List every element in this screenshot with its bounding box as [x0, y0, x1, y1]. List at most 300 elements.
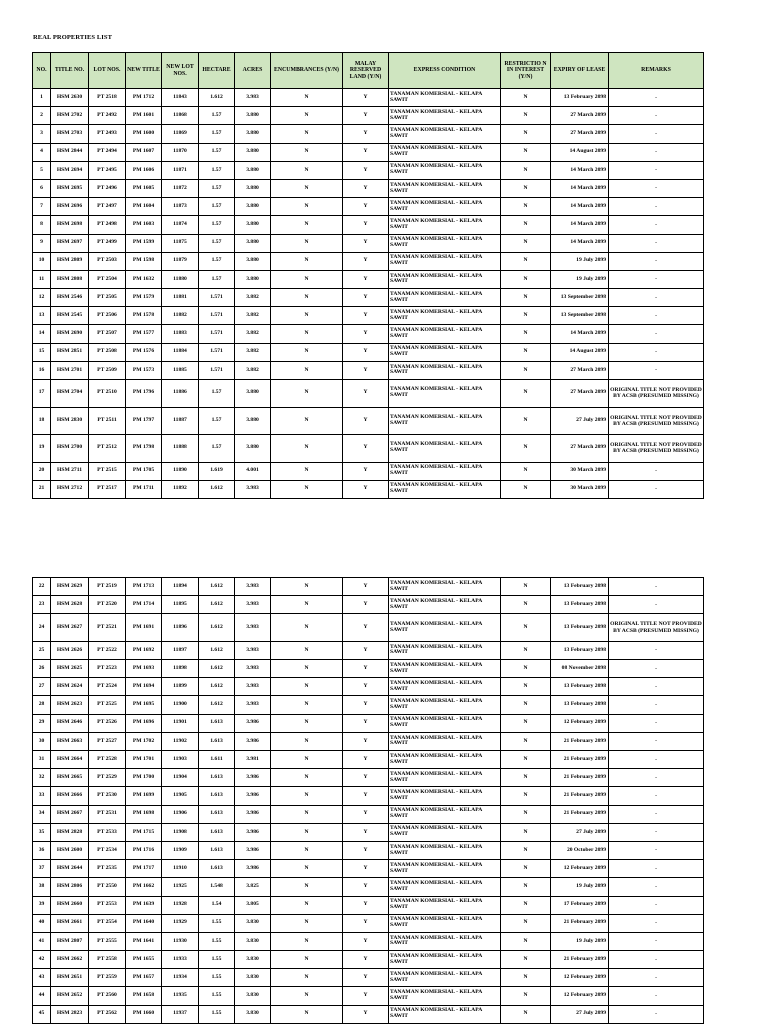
malay-reserved-cell: Y [343, 480, 389, 498]
encumbrances-cell: N [271, 307, 343, 325]
restriction-cell: N [501, 696, 551, 714]
new-title-cell: PM 1713 [126, 578, 162, 596]
expiry-cell: 14 March 2099 [551, 179, 609, 197]
hectare-cell: 1.57 [199, 435, 235, 463]
acres-cell: 3.983 [235, 678, 271, 696]
remarks-cell: - [609, 1005, 704, 1023]
table-row [33, 696, 704, 714]
expiry-cell: 21 February 2099 [551, 914, 609, 932]
restriction-cell: N [501, 787, 551, 805]
new-lot-cell: 11869 [162, 125, 199, 143]
express-condition-cell: TANAMAN KOMERSIAL - KELAPA SAWIT [389, 361, 501, 379]
title-no-cell: HSM 2694 [51, 161, 89, 179]
encumbrances-cell: N [271, 878, 343, 896]
express-condition-cell: TANAMAN KOMERSIAL - KELAPA SAWIT [389, 407, 501, 435]
encumbrances-cell: N [271, 480, 343, 498]
restriction-cell: N [501, 125, 551, 143]
restriction-cell: N [501, 307, 551, 325]
malay-reserved-cell: Y [343, 179, 389, 197]
table-row [33, 289, 704, 307]
encumbrances-cell: N [271, 696, 343, 714]
new-title-cell: PM 1598 [126, 252, 162, 270]
row-number: 37 [33, 860, 51, 878]
expiry-cell: 17 February 2099 [551, 896, 609, 914]
table-row [33, 270, 704, 288]
remarks-cell: - [609, 179, 704, 197]
new-lot-cell: 11908 [162, 823, 199, 841]
restriction-cell: N [501, 678, 551, 696]
title-no-cell: HSM 2828 [51, 823, 89, 841]
table-row [33, 578, 704, 596]
remarks-cell: - [609, 462, 704, 480]
new-title-cell: PM 1658 [126, 987, 162, 1005]
lot-no-cell: PT 2494 [89, 143, 126, 161]
table-row [33, 914, 704, 932]
encumbrances-cell: N [271, 289, 343, 307]
new-title-cell: PM 1660 [126, 1005, 162, 1023]
malay-reserved-cell: Y [343, 270, 389, 288]
malay-reserved-cell: Y [343, 578, 389, 596]
title-no-cell: HSM 2628 [51, 596, 89, 614]
remarks-cell: - [609, 823, 704, 841]
express-condition-cell: TANAMAN KOMERSIAL - KELAPA SAWIT [389, 614, 501, 642]
col-no-header: NO. [33, 53, 51, 89]
express-condition-cell: TANAMAN KOMERSIAL - KELAPA SAWIT [389, 252, 501, 270]
table-row [33, 179, 704, 197]
expiry-cell: 27 July 2099 [551, 407, 609, 435]
acres-cell: 3.880 [235, 252, 271, 270]
express-condition-cell: TANAMAN KOMERSIAL - KELAPA SAWIT [389, 714, 501, 732]
express-condition-cell: TANAMAN KOMERSIAL - KELAPA SAWIT [389, 143, 501, 161]
encumbrances-cell: N [271, 161, 343, 179]
table-row [33, 107, 704, 125]
expiry-cell: 21 February 2099 [551, 769, 609, 787]
express-condition-cell: TANAMAN KOMERSIAL - KELAPA SAWIT [389, 596, 501, 614]
new-title-cell: PM 1603 [126, 216, 162, 234]
acres-cell: 3.880 [235, 125, 271, 143]
title-no-cell: HSM 2663 [51, 732, 89, 750]
acres-cell: 3.986 [235, 769, 271, 787]
hectare-cell: 1.613 [199, 860, 235, 878]
express-condition-cell: TANAMAN KOMERSIAL - KELAPA SAWIT [389, 198, 501, 216]
encumbrances-cell: N [271, 732, 343, 750]
title-no-cell: HSM 2666 [51, 787, 89, 805]
title-no-cell: HSM 2697 [51, 234, 89, 252]
acres-cell: 3.986 [235, 714, 271, 732]
lot-no-cell: PT 2522 [89, 641, 126, 659]
encumbrances-cell: N [271, 969, 343, 987]
new-title-cell: PM 1714 [126, 596, 162, 614]
new-lot-cell: 11909 [162, 841, 199, 859]
hectare-cell: 1.612 [199, 578, 235, 596]
hectare-cell: 1.57 [199, 198, 235, 216]
acres-cell: 3.983 [235, 614, 271, 642]
title-no-cell: HSM 2545 [51, 307, 89, 325]
row-number: 12 [33, 289, 51, 307]
col-hectare-header: HECTARE [199, 53, 235, 89]
restriction-cell: N [501, 987, 551, 1005]
encumbrances-cell: N [271, 951, 343, 969]
row-number: 15 [33, 343, 51, 361]
expiry-cell: 14 March 2099 [551, 198, 609, 216]
new-title-cell: PM 1691 [126, 614, 162, 642]
hectare-cell: 1.55 [199, 914, 235, 932]
remarks-cell: - [609, 252, 704, 270]
hectare-cell: 1.57 [199, 143, 235, 161]
new-lot-cell: 11929 [162, 914, 199, 932]
new-lot-cell: 11870 [162, 143, 199, 161]
new-title-cell: PM 1606 [126, 161, 162, 179]
express-condition-cell: TANAMAN KOMERSIAL - KELAPA SAWIT [389, 307, 501, 325]
expiry-cell: 14 August 2099 [551, 343, 609, 361]
restriction-cell: N [501, 380, 551, 408]
expiry-cell: 12 February 2099 [551, 860, 609, 878]
express-condition-cell: TANAMAN KOMERSIAL - KELAPA SAWIT [389, 951, 501, 969]
expiry-cell: 13 February 2098 [551, 578, 609, 596]
table-row [33, 969, 704, 987]
title-no-cell: HSM 2703 [51, 125, 89, 143]
acres-cell: 3.880 [235, 143, 271, 161]
new-lot-cell: 11884 [162, 343, 199, 361]
row-number: 44 [33, 987, 51, 1005]
row-number: 42 [33, 951, 51, 969]
express-condition-cell: TANAMAN KOMERSIAL - KELAPA SAWIT [389, 380, 501, 408]
row-number: 31 [33, 751, 51, 769]
acres-cell: 3.880 [235, 107, 271, 125]
row-number: 38 [33, 878, 51, 896]
lot-no-cell: PT 2528 [89, 751, 126, 769]
row-number: 23 [33, 596, 51, 614]
restriction-cell: N [501, 823, 551, 841]
table-row [33, 823, 704, 841]
express-condition-cell: TANAMAN KOMERSIAL - KELAPA SAWIT [389, 732, 501, 750]
encumbrances-cell: N [271, 823, 343, 841]
restriction-cell: N [501, 914, 551, 932]
encumbrances-cell: N [271, 578, 343, 596]
new-lot-cell: 11902 [162, 732, 199, 750]
col-encumbrances-header: ENCUMBRANCES (Y/N) [271, 53, 343, 89]
remarks-cell: - [609, 841, 704, 859]
expiry-cell: 19 July 2099 [551, 878, 609, 896]
col-restriction-header: RESTRICTIO N IN INTEREST (Y/N) [501, 53, 551, 89]
row-number: 8 [33, 216, 51, 234]
malay-reserved-cell: Y [343, 932, 389, 950]
hectare-cell: 1.57 [199, 107, 235, 125]
table-row [33, 769, 704, 787]
restriction-cell: N [501, 596, 551, 614]
express-condition-cell: TANAMAN KOMERSIAL - KELAPA SAWIT [389, 462, 501, 480]
hectare-cell: 1.612 [199, 596, 235, 614]
lot-no-cell: PT 2535 [89, 860, 126, 878]
lot-no-cell: PT 2517 [89, 480, 126, 498]
expiry-cell: 12 February 2099 [551, 714, 609, 732]
lot-no-cell: PT 2530 [89, 787, 126, 805]
hectare-cell: 1.57 [199, 380, 235, 408]
title-no-cell: HSM 2644 [51, 860, 89, 878]
hectare-cell: 1.613 [199, 714, 235, 732]
malay-reserved-cell: Y [343, 614, 389, 642]
remarks-cell: - [609, 270, 704, 288]
encumbrances-cell: N [271, 143, 343, 161]
lot-no-cell: PT 2515 [89, 462, 126, 480]
col-acres-header: ACRES [235, 53, 271, 89]
remarks-cell: - [609, 307, 704, 325]
table-row [33, 951, 704, 969]
restriction-cell: N [501, 641, 551, 659]
malay-reserved-cell: Y [343, 714, 389, 732]
malay-reserved-cell: Y [343, 407, 389, 435]
new-lot-cell: 11887 [162, 407, 199, 435]
remarks-cell: - [609, 289, 704, 307]
new-title-cell: PM 1579 [126, 289, 162, 307]
title-no-cell: HSM 2830 [51, 407, 89, 435]
encumbrances-cell: N [271, 714, 343, 732]
new-title-cell: PM 1715 [126, 823, 162, 841]
malay-reserved-cell: Y [343, 596, 389, 614]
encumbrances-cell: N [271, 914, 343, 932]
expiry-cell: 13 February 2098 [551, 89, 609, 107]
acres-cell: 3.882 [235, 325, 271, 343]
row-number: 19 [33, 435, 51, 463]
col-lot-nos-header: LOT NOS. [89, 53, 126, 89]
acres-cell: 3.986 [235, 787, 271, 805]
express-condition-cell: TANAMAN KOMERSIAL - KELAPA SAWIT [389, 914, 501, 932]
hectare-cell: 1.55 [199, 951, 235, 969]
lot-no-cell: PT 2511 [89, 407, 126, 435]
malay-reserved-cell: Y [343, 696, 389, 714]
restriction-cell: N [501, 234, 551, 252]
acres-cell: 3.983 [235, 89, 271, 107]
col-express-condition-header: EXPRESS CONDITION [389, 53, 501, 89]
table-row [33, 435, 704, 463]
express-condition-cell: TANAMAN KOMERSIAL - KELAPA SAWIT [389, 878, 501, 896]
remarks-cell: - [609, 932, 704, 950]
malay-reserved-cell: Y [343, 878, 389, 896]
acres-cell: 3.830 [235, 969, 271, 987]
malay-reserved-cell: Y [343, 325, 389, 343]
table-row [33, 896, 704, 914]
table-row [33, 125, 704, 143]
title-no-cell: HSM 2702 [51, 107, 89, 125]
table-row [33, 932, 704, 950]
encumbrances-cell: N [271, 234, 343, 252]
table-row [33, 407, 704, 435]
acres-cell: 3.880 [235, 198, 271, 216]
col-title-no-header: TITLE NO. [51, 53, 89, 89]
remarks-cell: - [609, 641, 704, 659]
new-title-cell: PM 1577 [126, 325, 162, 343]
title-no-cell: HSM 2701 [51, 361, 89, 379]
restriction-cell: N [501, 343, 551, 361]
row-number: 18 [33, 407, 51, 435]
express-condition-cell: TANAMAN KOMERSIAL - KELAPA SAWIT [389, 932, 501, 950]
title-no-cell: HSM 2807 [51, 932, 89, 950]
new-lot-cell: 11901 [162, 714, 199, 732]
express-condition-cell: TANAMAN KOMERSIAL - KELAPA SAWIT [389, 860, 501, 878]
new-lot-cell: 11881 [162, 289, 199, 307]
restriction-cell: N [501, 480, 551, 498]
row-number: 22 [33, 578, 51, 596]
row-number: 24 [33, 614, 51, 642]
lot-no-cell: PT 2527 [89, 732, 126, 750]
row-number: 26 [33, 660, 51, 678]
malay-reserved-cell: Y [343, 125, 389, 143]
express-condition-cell: TANAMAN KOMERSIAL - KELAPA SAWIT [389, 841, 501, 859]
express-condition-cell: TANAMAN KOMERSIAL - KELAPA SAWIT [389, 696, 501, 714]
row-number: 21 [33, 480, 51, 498]
new-lot-cell: 11903 [162, 751, 199, 769]
lot-no-cell: PT 2534 [89, 841, 126, 859]
new-title-cell: PM 1711 [126, 480, 162, 498]
new-lot-cell: 11904 [162, 769, 199, 787]
encumbrances-cell: N [271, 361, 343, 379]
row-number: 43 [33, 969, 51, 987]
acres-cell: 3.983 [235, 596, 271, 614]
row-number: 39 [33, 896, 51, 914]
new-lot-cell: 11873 [162, 198, 199, 216]
hectare-cell: 1.57 [199, 161, 235, 179]
hectare-cell: 1.55 [199, 987, 235, 1005]
table-row [33, 307, 704, 325]
new-lot-cell: 11925 [162, 878, 199, 896]
express-condition-cell: TANAMAN KOMERSIAL - KELAPA SAWIT [389, 480, 501, 498]
new-lot-cell: 11868 [162, 107, 199, 125]
lot-no-cell: PT 2531 [89, 805, 126, 823]
restriction-cell: N [501, 361, 551, 379]
new-lot-cell: 11898 [162, 660, 199, 678]
row-number: 11 [33, 270, 51, 288]
expiry-cell: 12 February 2099 [551, 987, 609, 1005]
remarks-cell: - [609, 896, 704, 914]
expiry-cell: 21 February 2099 [551, 951, 609, 969]
table-row [33, 805, 704, 823]
row-number: 7 [33, 198, 51, 216]
new-lot-cell: 11872 [162, 179, 199, 197]
row-number: 40 [33, 914, 51, 932]
table-row [33, 216, 704, 234]
row-number: 9 [33, 234, 51, 252]
title-no-cell: HSM 2851 [51, 343, 89, 361]
malay-reserved-cell: Y [343, 769, 389, 787]
expiry-cell: 14 March 2099 [551, 161, 609, 179]
new-lot-cell: 11930 [162, 932, 199, 950]
new-lot-cell: 11937 [162, 1005, 199, 1023]
row-number: 6 [33, 179, 51, 197]
restriction-cell: N [501, 107, 551, 125]
expiry-cell: 13 February 2098 [551, 696, 609, 714]
lot-no-cell: PT 2492 [89, 107, 126, 125]
express-condition-cell: TANAMAN KOMERSIAL - KELAPA SAWIT [389, 896, 501, 914]
hectare-cell: 1.612 [199, 678, 235, 696]
remarks-cell: - [609, 234, 704, 252]
new-title-cell: PM 1701 [126, 751, 162, 769]
hectare-cell: 1.57 [199, 125, 235, 143]
express-condition-cell: TANAMAN KOMERSIAL - KELAPA SAWIT [389, 805, 501, 823]
row-number: 30 [33, 732, 51, 750]
title-no-cell: HSM 2623 [51, 696, 89, 714]
new-title-cell: PM 1692 [126, 641, 162, 659]
lot-no-cell: PT 2496 [89, 179, 126, 197]
encumbrances-cell: N [271, 198, 343, 216]
remarks-cell: - [609, 480, 704, 498]
remarks-cell: - [609, 107, 704, 125]
new-title-cell: PM 1657 [126, 969, 162, 987]
new-lot-cell: 11892 [162, 480, 199, 498]
encumbrances-cell: N [271, 216, 343, 234]
hectare-cell: 1.613 [199, 769, 235, 787]
title-no-cell: HSM 2667 [51, 805, 89, 823]
lot-no-cell: PT 2524 [89, 678, 126, 696]
restriction-cell: N [501, 252, 551, 270]
new-title-cell: PM 1716 [126, 841, 162, 859]
lot-no-cell: PT 2506 [89, 307, 126, 325]
acres-cell: 3.983 [235, 641, 271, 659]
express-condition-cell: TANAMAN KOMERSIAL - KELAPA SAWIT [389, 641, 501, 659]
table-row [33, 343, 704, 361]
malay-reserved-cell: Y [343, 678, 389, 696]
lot-no-cell: PT 2512 [89, 435, 126, 463]
table-row [33, 787, 704, 805]
malay-reserved-cell: Y [343, 435, 389, 463]
express-condition-cell: TANAMAN KOMERSIAL - KELAPA SAWIT [389, 823, 501, 841]
encumbrances-cell: N [271, 125, 343, 143]
remarks-cell: - [609, 987, 704, 1005]
restriction-cell: N [501, 325, 551, 343]
encumbrances-cell: N [271, 435, 343, 463]
expiry-cell: 30 March 2099 [551, 462, 609, 480]
hectare-cell: 1.571 [199, 343, 235, 361]
restriction-cell: N [501, 714, 551, 732]
expiry-cell: 21 February 2099 [551, 805, 609, 823]
remarks-cell: ORIGINAL TITLE NOT PROVIDED BY ACSB (PRESUMED MISSING) [609, 435, 704, 463]
restriction-cell: N [501, 1005, 551, 1023]
new-title-cell: PM 1655 [126, 951, 162, 969]
lot-no-cell: PT 2559 [89, 969, 126, 987]
new-lot-cell: 11895 [162, 596, 199, 614]
encumbrances-cell: N [271, 380, 343, 408]
malay-reserved-cell: Y [343, 216, 389, 234]
lot-no-cell: PT 2510 [89, 380, 126, 408]
hectare-cell: 1.612 [199, 660, 235, 678]
malay-reserved-cell: Y [343, 252, 389, 270]
acres-cell: 3.882 [235, 343, 271, 361]
new-title-cell: PM 1599 [126, 234, 162, 252]
row-number: 4 [33, 143, 51, 161]
new-title-cell: PM 1600 [126, 125, 162, 143]
remarks-cell: - [609, 878, 704, 896]
lot-no-cell: PT 2550 [89, 878, 126, 896]
title-no-cell: HSM 2652 [51, 987, 89, 1005]
encumbrances-cell: N [271, 407, 343, 435]
new-lot-cell: 11910 [162, 860, 199, 878]
acres-cell: 3.880 [235, 407, 271, 435]
new-title-cell: PM 1576 [126, 343, 162, 361]
restriction-cell: N [501, 143, 551, 161]
table-row [33, 714, 704, 732]
hectare-cell: 1.613 [199, 823, 235, 841]
acres-cell: 3.882 [235, 361, 271, 379]
new-title-cell: PM 1699 [126, 787, 162, 805]
row-number: 41 [33, 932, 51, 950]
encumbrances-cell: N [271, 614, 343, 642]
table-row [33, 252, 704, 270]
remarks-cell: - [609, 161, 704, 179]
restriction-cell: N [501, 270, 551, 288]
restriction-cell: N [501, 462, 551, 480]
acres-cell: 3.981 [235, 751, 271, 769]
title-no-cell: HSM 2626 [51, 641, 89, 659]
hectare-cell: 1.57 [199, 270, 235, 288]
